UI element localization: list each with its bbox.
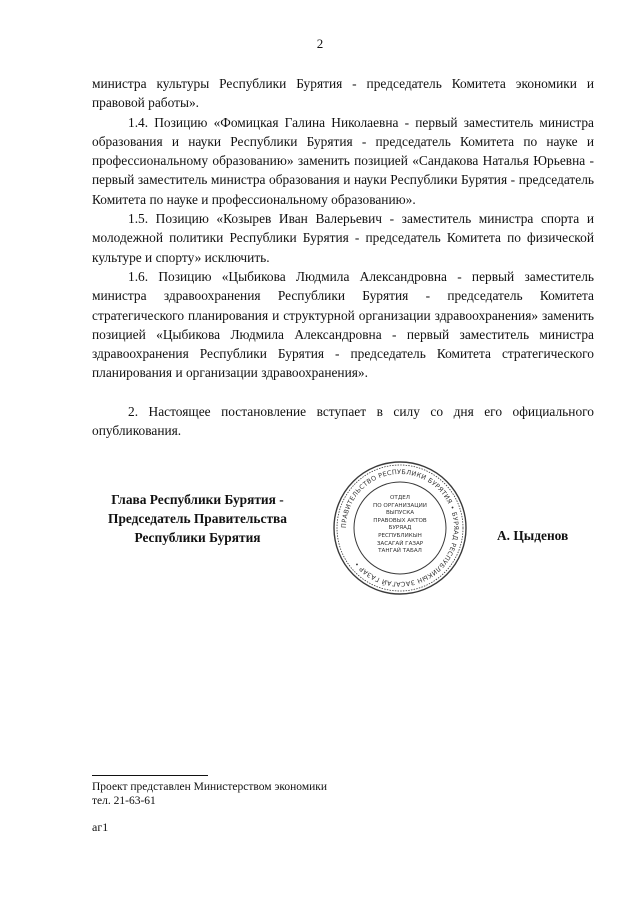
signatory-name: А. Цыденов <box>497 528 569 543</box>
seal-line-7: ТАНГАЙ ТАБАЛ <box>378 548 422 555</box>
document-body <box>92 74 594 440</box>
footer-note <box>92 780 327 808</box>
seal-line-1: ОТДЕЛ <box>390 495 410 501</box>
paragraph-continuation: министра культуры Республики Бурятия - председатель Комитета экономики и правовой работы». <box>92 76 594 111</box>
signatory-title <box>70 490 325 547</box>
seal-line-5: БУРЯАД <box>388 525 412 532</box>
seal-line-6: РЕСПУБЛИКЫН ЗАСАГАЙ ГАЗАР <box>376 532 424 547</box>
seal-line-2: ПО ОРГАНИЗАЦИИ <box>373 502 427 509</box>
paragraph-1-4: 1.4. Позицию «Фомицкая Галина Николаевна - первый заместитель министра образования и науки Республики Бурятия - председатель Комитета по науке и профессиональному образованию» заменить позицией «Сандакова Наталья Юрьевна - первый заместитель министра образования и науки Республики Бурятия - председатель Комитета по науке и профессиональному образованию». <box>92 114 594 207</box>
seal-ring-text: ПРАВИТЕЛЬСТВО РЕСПУБЛИКИ БУРЯТИЯ • БУРЯАД РЕСПУБЛИКЫН ЗАСАГАЙ ГАЗАР • <box>339 467 461 589</box>
official-seal <box>331 459 469 597</box>
paragraph-2: 2. Настоящее постановление вступает в силу со дня его официального опубликования. <box>92 403 594 439</box>
footer-phone: тел. 21-63-61 <box>92 795 156 807</box>
seal-inner-text <box>365 495 435 556</box>
signatory-title-line-2: Председатель Правительства <box>108 511 287 526</box>
page-number: 2 <box>316 36 324 51</box>
seal-line-4: ПРАВОВЫХ АКТОВ <box>373 517 427 524</box>
paragraph-1-5: 1.5. Позицию «Козырев Иван Валерьевич - заместитель министра спорта и молодежной политики Республики Бурятия - председатель Комитета по физической культуре и спорту» исключить. <box>92 211 594 265</box>
seal-line-3: ВЫПУСКА <box>385 510 415 517</box>
footer-prepared-by: Проект представлен Министерством экономики <box>92 781 328 793</box>
signatory-title-line-3: Республики Бурятия <box>134 530 261 545</box>
signatory-title-line-1: Глава Республики Бурятия - <box>111 492 284 507</box>
paragraph-1-6: 1.6. Позицию «Цыбикова Людмила Александровна - первый заместитель министра здравоохранения Республики Бурятия - председатель Комитета стратегического планирования и структурной организации здравоохранения» заменить позицией «Цыбикова Людмила Александровна - первый заместитель министра здравоохранения Республики Бурятия - председатель Комитета стратегического планирования и организации здравоохранения». <box>92 268 594 381</box>
document-code: аг1 <box>92 820 109 834</box>
footer-divider <box>92 775 208 776</box>
